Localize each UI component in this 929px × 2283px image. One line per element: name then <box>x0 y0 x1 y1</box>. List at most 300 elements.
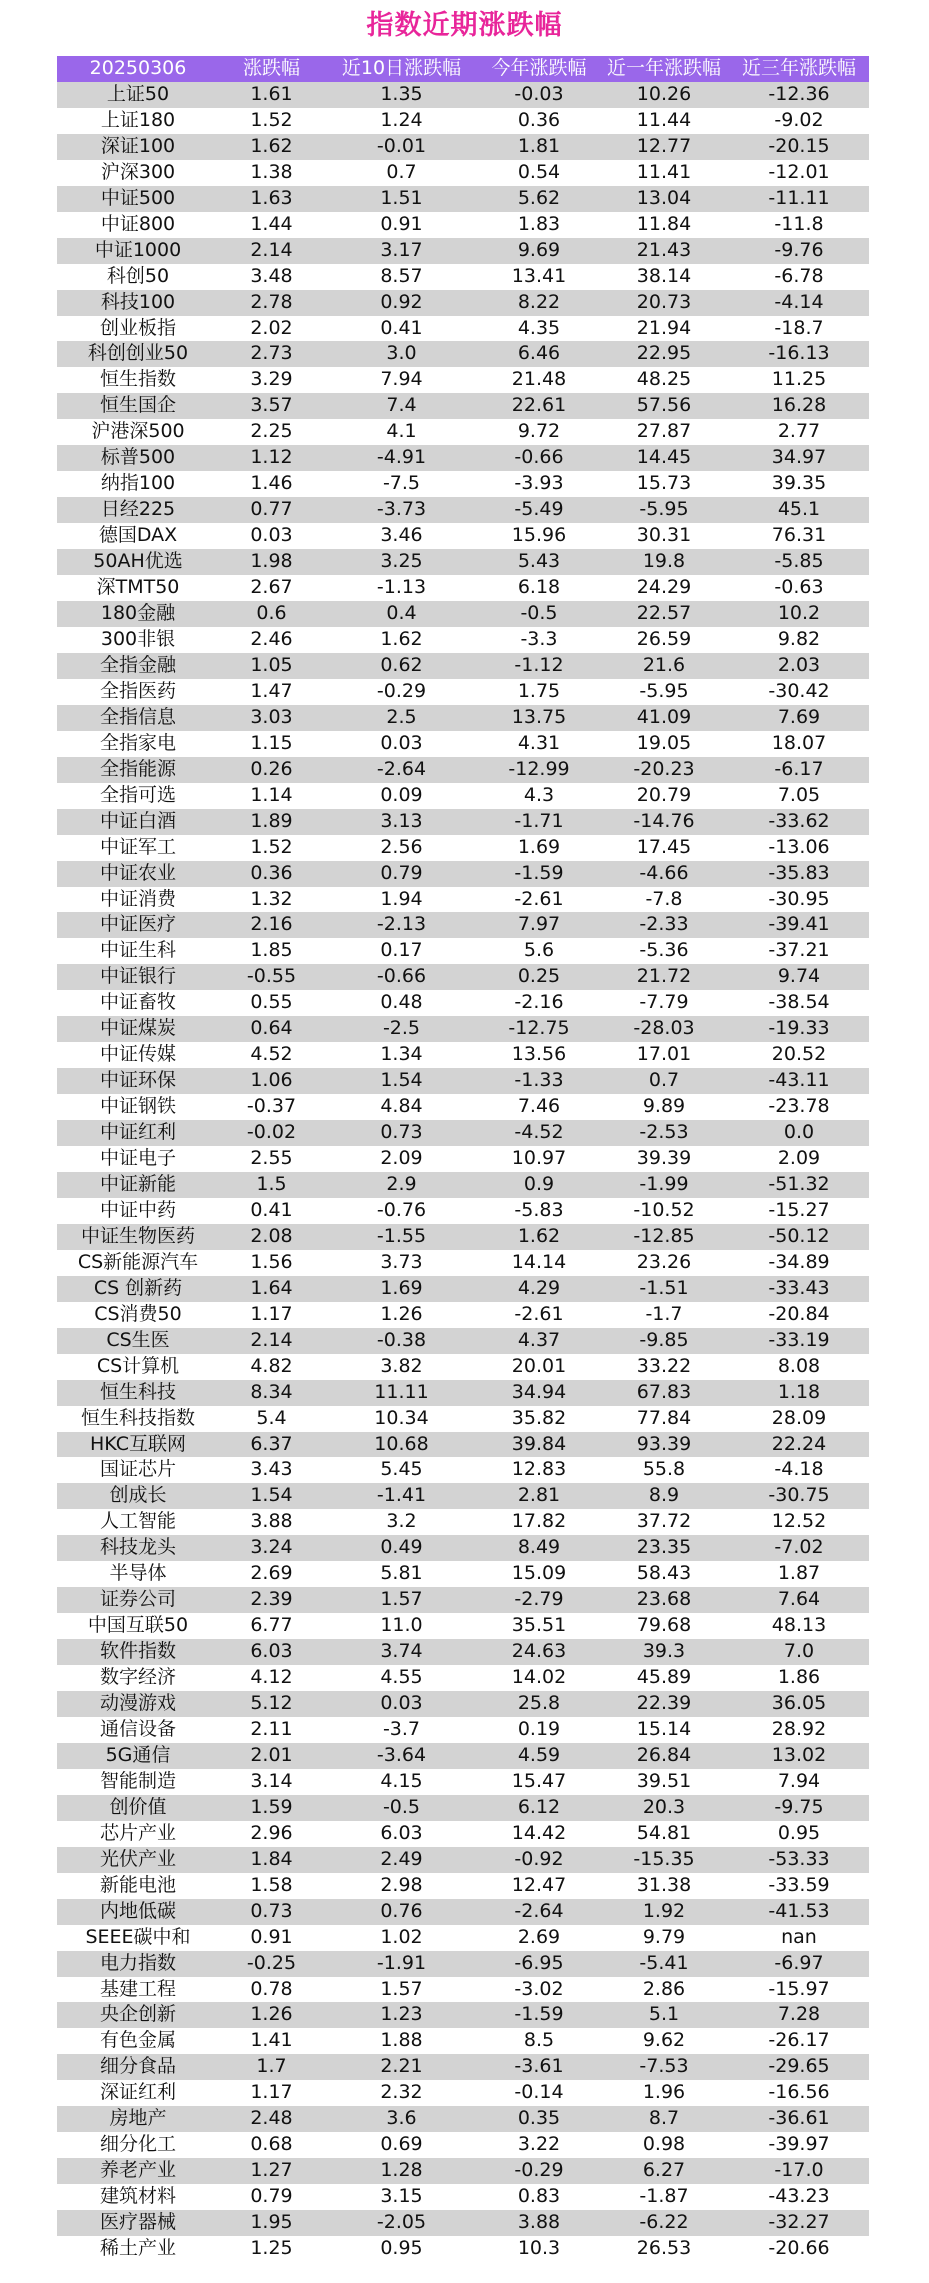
cell-3year-change: nan <box>781 1925 817 1948</box>
cell-ytd-change: 3.88 <box>517 2211 561 2234</box>
cell-ytd-change: 34.94 <box>511 1380 567 1403</box>
table-row <box>57 1198 869 1224</box>
page-title: 指数近期涨跌幅 <box>366 10 563 41</box>
header-3year-change: 近三年涨跌幅 <box>741 57 856 79</box>
cell-10day-change: 0.79 <box>380 861 423 884</box>
cell-index-name: 智能制造 <box>99 1769 176 1792</box>
cell-ytd-change: 9.69 <box>517 238 561 261</box>
cell-3year-change: -17.0 <box>774 2159 824 2182</box>
cell-10day-change: 0.4 <box>386 602 417 625</box>
cell-ytd-change: 39.84 <box>511 1432 567 1455</box>
cell-index-name: CS新能源汽车 <box>77 1250 199 1273</box>
cell-10day-change: 5.81 <box>380 1562 423 1585</box>
cell-10day-change: 2.5 <box>386 705 417 728</box>
cell-index-name: CS计算机 <box>96 1354 180 1377</box>
cell-10day-change: 2.32 <box>380 2081 423 2104</box>
table-row <box>57 653 869 679</box>
cell-10day-change: 3.13 <box>380 809 423 832</box>
header-daily-change: 涨跌幅 <box>242 57 300 79</box>
cell-3year-change: 7.64 <box>777 1588 821 1611</box>
cell-ytd-change: 10.97 <box>511 1147 567 1170</box>
cell-10day-change: 2.56 <box>380 835 423 858</box>
cell-ytd-change: -2.61 <box>514 1302 564 1325</box>
cell-10day-change: -3.7 <box>382 1718 421 1740</box>
cell-daily-change: 0.91 <box>250 1925 293 1948</box>
table-row <box>57 2132 869 2158</box>
cell-ytd-change: 14.42 <box>511 1821 567 1844</box>
cell-3year-change: 34.97 <box>771 446 827 469</box>
cell-10day-change: 2.98 <box>380 1873 423 1896</box>
cell-3year-change: -20.66 <box>768 2237 830 2260</box>
cell-daily-change: 2.73 <box>250 342 293 365</box>
cell-index-name: 科技100 <box>100 290 176 313</box>
table-row <box>57 212 869 238</box>
cell-ytd-change: 7.97 <box>517 913 561 936</box>
cell-daily-change: 3.43 <box>250 1458 293 1481</box>
cell-3year-change: 11.25 <box>771 368 827 391</box>
cell-ytd-change: -1.59 <box>514 861 564 884</box>
cell-1year-change: -5.95 <box>639 498 689 521</box>
cell-index-name: 中证1000 <box>94 238 182 261</box>
table-row <box>57 1769 869 1795</box>
cell-10day-change: -2.13 <box>376 913 427 936</box>
cell-3year-change: 1.86 <box>777 1666 821 1689</box>
cell-10day-change: 6.03 <box>380 1821 423 1844</box>
cell-3year-change: -41.53 <box>768 1899 830 1922</box>
cell-daily-change: 2.67 <box>250 576 293 599</box>
cell-3year-change: -20.15 <box>768 134 830 157</box>
table-row <box>57 1276 869 1302</box>
cell-1year-change: 23.68 <box>636 1588 692 1611</box>
cell-3year-change: -0.63 <box>774 576 824 599</box>
cell-daily-change: 2.46 <box>250 627 293 650</box>
cell-index-name: 建筑材料 <box>99 2185 176 2208</box>
cell-3year-change: -23.78 <box>768 1095 830 1118</box>
cell-1year-change: 39.3 <box>642 1640 686 1663</box>
table-row <box>57 82 869 108</box>
cell-index-name: 电力指数 <box>99 1951 176 1974</box>
cell-daily-change: 1.47 <box>250 679 293 702</box>
cell-index-name: 半导体 <box>109 1562 167 1585</box>
table-row <box>57 1717 869 1743</box>
cell-ytd-change: 1.83 <box>517 212 561 235</box>
cell-10day-change: 1.26 <box>380 1302 423 1325</box>
table-row <box>57 445 869 471</box>
cell-index-name: 5G通信 <box>105 1743 171 1766</box>
cell-1year-change: 22.95 <box>636 342 692 365</box>
cell-10day-change: 5.45 <box>380 1458 423 1481</box>
cell-10day-change: 3.82 <box>380 1354 423 1377</box>
cell-index-name: 沪深300 <box>100 160 176 183</box>
cell-index-name: 德国DAX <box>98 524 178 547</box>
cell-10day-change: -4.91 <box>376 446 427 469</box>
cell-daily-change: 2.02 <box>250 316 293 339</box>
cell-ytd-change: 25.8 <box>517 1692 561 1715</box>
cell-1year-change: 9.89 <box>642 1095 686 1118</box>
cell-10day-change: -0.5 <box>382 1795 421 1818</box>
cell-10day-change: 0.41 <box>380 316 423 339</box>
header-1year-change: 近一年涨跌幅 <box>606 57 721 79</box>
cell-10day-change: 1.35 <box>380 82 423 105</box>
cell-10day-change: 7.94 <box>380 368 423 391</box>
cell-ytd-change: 20.01 <box>511 1354 567 1377</box>
cell-3year-change: 2.03 <box>777 653 821 676</box>
cell-ytd-change: -0.5 <box>520 602 558 625</box>
cell-3year-change: -16.13 <box>768 342 830 365</box>
cell-daily-change: 1.52 <box>250 835 293 858</box>
cell-10day-change: 3.46 <box>380 524 423 547</box>
cell-3year-change: 10.2 <box>777 602 821 625</box>
cell-ytd-change: 13.75 <box>511 705 567 728</box>
cell-index-name: 内地低碳 <box>99 1899 176 1922</box>
table-row <box>57 783 869 809</box>
cell-1year-change: 54.81 <box>636 1821 692 1844</box>
cell-10day-change: 0.91 <box>380 212 423 235</box>
cell-index-name: 芯片产业 <box>99 1821 176 1844</box>
cell-1year-change: -5.95 <box>639 679 689 702</box>
cell-1year-change: -20.23 <box>633 757 695 780</box>
cell-10day-change: 1.51 <box>380 186 423 209</box>
cell-index-name: 证券公司 <box>99 1588 176 1611</box>
cell-daily-change: 3.88 <box>250 1510 293 1533</box>
cell-3year-change: -6.78 <box>774 264 824 287</box>
cell-index-name: 恒生指数 <box>99 368 176 391</box>
header-ytd-change: 今年涨跌幅 <box>491 57 587 79</box>
cell-3year-change: 36.05 <box>771 1692 827 1715</box>
header-row <box>57 56 869 82</box>
cell-ytd-change: 4.31 <box>517 731 561 754</box>
cell-1year-change: 9.62 <box>642 2029 686 2052</box>
cell-1year-change: 15.14 <box>636 1718 692 1740</box>
cell-daily-change: 2.96 <box>250 1821 293 1844</box>
cell-index-name: 全指可选 <box>99 783 176 806</box>
cell-ytd-change: -5.49 <box>514 498 564 521</box>
table-row <box>57 575 869 601</box>
cell-10day-change: 3.0 <box>386 342 417 365</box>
cell-ytd-change: -6.95 <box>514 1951 564 1974</box>
cell-ytd-change: 0.35 <box>517 2107 561 2130</box>
cell-ytd-change: 14.02 <box>511 1666 567 1689</box>
cell-index-name: 上证180 <box>100 108 176 131</box>
cell-3year-change: -11.8 <box>774 212 824 235</box>
cell-index-name: 中证红利 <box>99 1121 176 1144</box>
cell-10day-change: 2.21 <box>380 2055 423 2078</box>
cell-10day-change: -2.5 <box>382 1017 421 1040</box>
cell-index-name: 中证军工 <box>99 835 176 858</box>
cell-1year-change: 26.53 <box>636 2237 692 2260</box>
cell-1year-change: 5.1 <box>648 2003 680 2026</box>
cell-10day-change: 3.2 <box>386 1510 417 1533</box>
cell-3year-change: -38.54 <box>768 991 830 1014</box>
cell-1year-change: 21.43 <box>636 238 692 261</box>
cell-ytd-change: -2.61 <box>514 887 564 910</box>
cell-3year-change: 22.24 <box>771 1432 827 1455</box>
cell-10day-change: -1.41 <box>376 1484 427 1507</box>
cell-3year-change: -32.27 <box>768 2211 830 2234</box>
table-row <box>57 2158 869 2184</box>
cell-10day-change: 2.09 <box>380 1147 423 1170</box>
cell-ytd-change: -1.71 <box>514 809 564 832</box>
cell-10day-change: 0.48 <box>380 991 423 1014</box>
cell-10day-change: 3.25 <box>380 550 423 573</box>
cell-10day-change: 0.73 <box>380 1121 423 1144</box>
cell-3year-change: 7.05 <box>777 783 821 806</box>
cell-index-name: 全指金融 <box>99 653 176 676</box>
table-row <box>57 679 869 705</box>
table-row <box>57 1016 869 1042</box>
cell-10day-change: 0.69 <box>380 2133 423 2156</box>
cell-index-name: 全指医药 <box>99 679 176 702</box>
cell-1year-change: 93.39 <box>636 1432 692 1455</box>
cell-index-name: 创业板指 <box>99 316 176 339</box>
cell-index-name: 创成长 <box>109 1484 167 1507</box>
cell-3year-change: -53.33 <box>768 1847 830 1870</box>
cell-index-name: 中证消费 <box>99 887 176 910</box>
cell-1year-change: 26.84 <box>636 1743 692 1766</box>
cell-10day-change: 0.03 <box>380 731 423 754</box>
cell-1year-change: 13.04 <box>636 186 692 209</box>
cell-ytd-change: 0.54 <box>517 160 561 183</box>
cell-3year-change: 2.77 <box>777 420 821 443</box>
cell-index-name: 央企创新 <box>99 2003 176 2026</box>
cell-3year-change: 48.13 <box>771 1614 827 1637</box>
cell-daily-change: 1.44 <box>250 212 293 235</box>
table-row <box>57 705 869 731</box>
cell-daily-change: 5.12 <box>250 1692 293 1715</box>
cell-ytd-change: 5.43 <box>517 550 561 573</box>
cell-index-name: 科创创业50 <box>87 342 189 365</box>
cell-3year-change: -7.02 <box>774 1536 824 1559</box>
cell-daily-change: 1.15 <box>250 731 293 754</box>
cell-3year-change: -43.11 <box>768 1069 830 1092</box>
cell-1year-change: 21.72 <box>636 965 692 988</box>
cell-1year-change: 57.56 <box>636 394 692 417</box>
table-row <box>57 601 869 627</box>
cell-daily-change: 0.55 <box>250 991 293 1014</box>
cell-index-name: 中证农业 <box>99 861 176 884</box>
table-row <box>57 1224 869 1250</box>
cell-3year-change: -33.59 <box>768 1873 830 1896</box>
cell-1year-change: 41.09 <box>636 705 692 728</box>
cell-ytd-change: 5.6 <box>523 939 555 962</box>
table-row <box>57 1795 869 1821</box>
cell-index-name: 中证畜牧 <box>99 991 176 1014</box>
cell-daily-change: 2.39 <box>250 1588 293 1611</box>
cell-10day-change: 0.49 <box>380 1536 423 1559</box>
cell-3year-change: 1.87 <box>777 1562 821 1585</box>
cell-3year-change: -33.62 <box>768 809 830 832</box>
cell-daily-change: 1.58 <box>250 1873 293 1896</box>
cell-10day-change: 1.28 <box>380 2159 423 2182</box>
cell-daily-change: 1.14 <box>250 783 293 806</box>
table-row <box>57 186 869 212</box>
cell-index-name: 创价值 <box>109 1795 167 1818</box>
table-row <box>57 1250 869 1276</box>
cell-ytd-change: 3.22 <box>517 2133 561 2156</box>
cell-daily-change: 1.61 <box>250 82 293 105</box>
cell-3year-change: -34.89 <box>768 1250 830 1273</box>
cell-daily-change: 1.62 <box>250 134 293 157</box>
cell-index-name: 养老产业 <box>99 2159 176 2182</box>
cell-ytd-change: 24.63 <box>511 1640 567 1663</box>
table-row <box>57 1120 869 1146</box>
cell-daily-change: 2.01 <box>250 1743 293 1766</box>
cell-1year-change: -5.36 <box>639 939 689 962</box>
cell-1year-change: 17.45 <box>636 835 692 858</box>
cell-index-name: 软件指数 <box>99 1640 176 1663</box>
cell-3year-change: -33.43 <box>768 1276 830 1299</box>
cell-daily-change: 4.82 <box>250 1354 293 1377</box>
cell-index-name: 光伏产业 <box>99 1847 176 1870</box>
cell-daily-change: 0.6 <box>256 602 287 625</box>
cell-ytd-change: -1.59 <box>514 2003 564 2026</box>
cell-index-name: 中证新能 <box>99 1172 176 1195</box>
cell-daily-change: 1.38 <box>250 160 293 183</box>
cell-1year-change: 8.9 <box>648 1484 680 1507</box>
cell-daily-change: 2.25 <box>250 420 293 443</box>
cell-ytd-change: 2.81 <box>517 1484 561 1507</box>
cell-1year-change: 24.29 <box>636 576 692 599</box>
cell-daily-change: 1.17 <box>250 1302 293 1325</box>
cell-10day-change: 1.88 <box>380 2029 423 2052</box>
cell-3year-change: -12.01 <box>768 160 830 183</box>
cell-3year-change: -6.17 <box>774 757 824 780</box>
cell-3year-change: -51.32 <box>768 1172 830 1195</box>
table-row <box>57 2210 869 2236</box>
header-10day-change: 近10日涨跌幅 <box>341 57 462 79</box>
cell-index-name: 中证医疗 <box>99 913 176 936</box>
cell-index-name: 中证白酒 <box>99 809 176 832</box>
cell-ytd-change: 0.83 <box>517 2185 561 2208</box>
cell-index-name: 通信设备 <box>99 1718 176 1740</box>
cell-ytd-change: 0.19 <box>517 1718 561 1740</box>
cell-1year-change: 55.8 <box>642 1458 686 1481</box>
cell-3year-change: 16.28 <box>771 394 827 417</box>
cell-ytd-change: 7.46 <box>517 1095 561 1118</box>
cell-1year-change: 1.96 <box>642 2081 686 2104</box>
cell-3year-change: 39.35 <box>771 472 827 495</box>
cell-index-name: 细分化工 <box>99 2133 176 2156</box>
cell-1year-change: 14.45 <box>636 446 692 469</box>
cell-3year-change: 18.07 <box>771 731 827 754</box>
cell-index-name: 科创50 <box>106 264 170 287</box>
cell-3year-change: -26.17 <box>768 2029 830 2052</box>
cell-daily-change: 1.17 <box>250 2081 293 2104</box>
cell-3year-change: 28.92 <box>771 1718 827 1740</box>
table-row <box>57 1328 869 1354</box>
cell-daily-change: 2.55 <box>250 1147 293 1170</box>
table-body <box>57 82 869 2262</box>
cell-daily-change: 4.12 <box>250 1666 293 1689</box>
cell-daily-change: 1.98 <box>250 550 293 573</box>
cell-10day-change: 4.15 <box>380 1769 423 1792</box>
cell-10day-change: 1.57 <box>380 1588 423 1611</box>
cell-3year-change: -13.06 <box>768 835 830 858</box>
cell-daily-change: 4.52 <box>250 1043 293 1066</box>
cell-10day-change: 1.94 <box>380 887 423 910</box>
cell-ytd-change: -5.83 <box>514 1198 564 1221</box>
cell-ytd-change: 22.61 <box>511 394 567 417</box>
cell-index-name: 恒生科技指数 <box>80 1406 195 1429</box>
cell-1year-change: 22.57 <box>636 602 692 625</box>
cell-1year-change: 9.79 <box>642 1925 686 1948</box>
cell-10day-change: -0.38 <box>376 1328 427 1351</box>
table-row <box>57 964 869 990</box>
cell-daily-change: 2.48 <box>250 2107 293 2130</box>
cell-3year-change: -9.02 <box>774 108 824 131</box>
table-row <box>57 1899 869 1925</box>
table-row <box>57 160 869 186</box>
cell-index-name: 中证中药 <box>99 1198 176 1221</box>
table-row <box>57 393 869 419</box>
cell-index-name: 深证红利 <box>99 2081 176 2104</box>
cell-ytd-change: 15.96 <box>511 524 567 547</box>
table-row <box>57 108 869 134</box>
cell-1year-change: -7.79 <box>639 991 689 1014</box>
cell-3year-change: 2.09 <box>777 1147 821 1170</box>
cell-daily-change: 2.14 <box>250 1328 293 1351</box>
cell-3year-change: -37.21 <box>768 939 830 962</box>
cell-10day-change: 2.49 <box>380 1847 423 1870</box>
cell-ytd-change: 35.51 <box>511 1614 567 1637</box>
cell-ytd-change: 13.41 <box>511 264 567 287</box>
cell-daily-change: -0.02 <box>246 1121 297 1144</box>
cell-3year-change: -33.19 <box>768 1328 830 1351</box>
table-row <box>57 1639 869 1665</box>
cell-1year-change: 6.27 <box>642 2159 686 2182</box>
cell-index-name: 房地产 <box>109 2107 167 2130</box>
table-row <box>57 1951 869 1977</box>
cell-daily-change: 0.64 <box>250 1017 293 1040</box>
table-row <box>57 912 869 938</box>
cell-daily-change: 2.16 <box>250 913 293 936</box>
cell-10day-change: 0.62 <box>380 653 423 676</box>
cell-ytd-change: -12.75 <box>508 1017 570 1040</box>
cell-index-name: 300非银 <box>100 627 176 650</box>
cell-3year-change: 0.0 <box>783 1121 815 1144</box>
cell-10day-change: 0.92 <box>380 290 423 313</box>
cell-3year-change: 13.02 <box>771 1743 827 1766</box>
cell-index-name: 中证传媒 <box>99 1043 176 1066</box>
cell-10day-change: 1.34 <box>380 1043 423 1066</box>
cell-3year-change: -12.36 <box>768 82 830 105</box>
cell-ytd-change: 6.46 <box>517 342 561 365</box>
cell-1year-change: -9.85 <box>639 1328 689 1351</box>
cell-ytd-change: 6.18 <box>517 576 561 599</box>
cell-ytd-change: 17.82 <box>511 1510 567 1533</box>
cell-ytd-change: -1.12 <box>514 653 564 676</box>
cell-daily-change: 3.57 <box>250 394 293 417</box>
table-row <box>57 367 869 393</box>
cell-ytd-change: 0.36 <box>517 108 561 131</box>
cell-1year-change: 11.84 <box>636 212 692 235</box>
cell-daily-change: 0.03 <box>250 524 293 547</box>
cell-3year-change: -35.83 <box>768 861 830 884</box>
table-row <box>57 549 869 575</box>
cell-daily-change: 5.4 <box>256 1406 287 1429</box>
cell-ytd-change: 13.56 <box>511 1043 567 1066</box>
cell-ytd-change: 4.29 <box>517 1276 561 1299</box>
cell-3year-change: 7.0 <box>783 1640 815 1663</box>
cell-index-name: 新能电池 <box>99 1873 176 1896</box>
cell-1year-change: 0.98 <box>642 2133 686 2156</box>
cell-1year-change: 48.25 <box>636 368 692 391</box>
cell-index-name: 恒生国企 <box>99 394 176 417</box>
cell-1year-change: 23.26 <box>636 1250 692 1273</box>
cell-3year-change: -19.33 <box>768 1017 830 1040</box>
cell-index-name: 纳指100 <box>100 472 176 495</box>
table-row <box>57 1380 869 1406</box>
